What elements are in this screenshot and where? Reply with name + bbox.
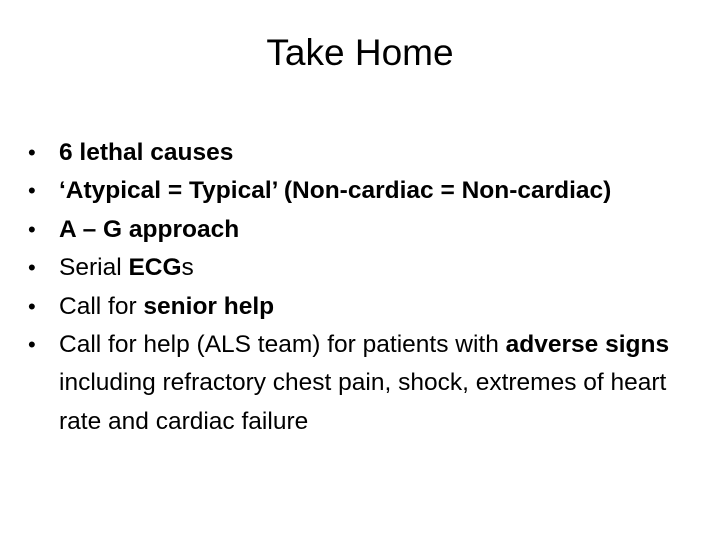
bullet-text: Call for: [59, 292, 144, 320]
slide-title: Take Home: [266, 32, 454, 73]
bullet-item: [28, 288, 708, 326]
bullet-text-bold: A – G approach: [59, 215, 240, 243]
bullet-icon: •: [28, 293, 36, 319]
bullet-icon: •: [28, 332, 36, 358]
bullet-text: Call for help (ALS team) for patients with: [59, 331, 506, 359]
bullet-item: [28, 211, 708, 249]
bullet-item: [28, 326, 708, 441]
bullet-text-bold: senior help: [143, 292, 275, 320]
bullet-item: [28, 249, 708, 287]
bullet-icon: •: [28, 255, 36, 281]
bullet-item: [28, 134, 708, 172]
bullet-text: including refractory chest pain, shock, extremes of heart rate and cardiac failure: [59, 369, 667, 435]
bullet-text-bold: adverse signs: [505, 331, 670, 359]
bullet-text-bold: ECG: [128, 254, 182, 282]
bullet-list: [28, 134, 708, 441]
bullet-icon: •: [28, 178, 36, 204]
bullet-icon: •: [28, 216, 36, 242]
bullet-item: [28, 172, 708, 210]
bullet-text-bold: ‘Atypical = Typical’ (Non-cardiac = Non-cardiac): [59, 177, 612, 205]
bullet-icon: •: [28, 140, 36, 165]
bullet-text: s: [181, 254, 194, 282]
bullet-text: Serial: [59, 254, 129, 282]
bullet-text-bold: 6 lethal causes: [59, 139, 234, 166]
